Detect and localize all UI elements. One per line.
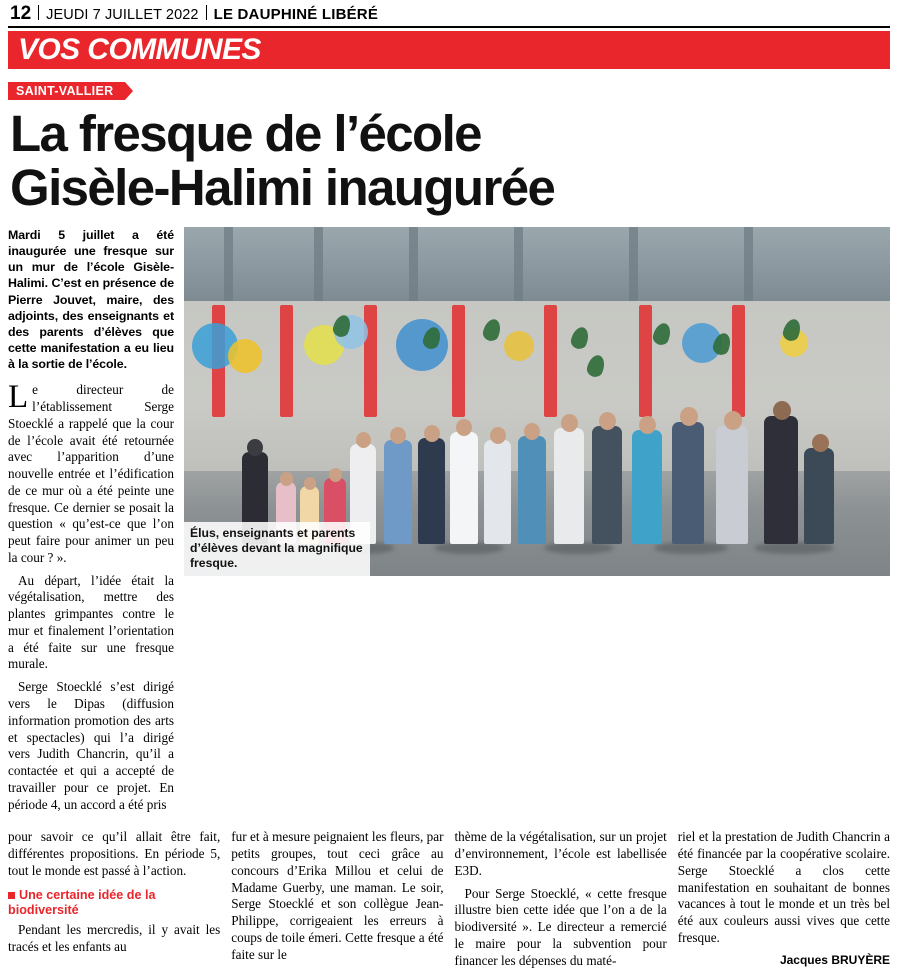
photo-beam <box>514 227 523 301</box>
photo-person-head <box>639 416 656 434</box>
paragraph-1-text: e directeur de l’établissement Serge Stoecklé a rappelé que la cour de l’école avait été retournée avec l’apparition d’une nouvelle entrée et l’édification de ce mur où a été peinte une fresque. Ce dernier se posait la question « qu’est-ce que l’on peut faire pour animer un peu la cour ? ». <box>8 382 174 565</box>
photo-person <box>632 430 662 544</box>
mural-circle <box>396 319 448 371</box>
mural-stripe <box>280 305 293 417</box>
paragraph-2: Au départ, l’idée était la végétalisation, mettre des plantes grimpantes contre le mur et finalement l’orientation a été faite sur une fresque murale. <box>8 572 174 672</box>
square-bullet-icon <box>8 892 15 899</box>
photo-person <box>804 448 834 544</box>
photo-person <box>764 416 798 544</box>
subheading-biodiversite <box>8 888 220 918</box>
photo-person-head <box>247 439 263 456</box>
photo-person-head <box>490 427 506 444</box>
mural-stripe <box>544 305 557 417</box>
lead-paragraph: Mardi 5 juillet a été inaugurée une fresque sur un mur de l’école Gisèle-Halimi. C’est en présence de Pierre Jouvet, maire, des adjoints, des enseignants et des parents d’élèves que cette manifestation a eu lieu à la sortie de l’école. <box>8 228 174 372</box>
photo-person <box>554 428 584 544</box>
photo-person-head <box>424 425 440 442</box>
page-number: 12 <box>10 3 32 24</box>
masthead-divider-2 <box>206 5 207 20</box>
mural-stripe <box>452 305 465 417</box>
lead-column <box>8 227 184 819</box>
photo-person <box>518 436 546 544</box>
photo-person-head <box>329 468 342 482</box>
photo-column <box>184 227 890 819</box>
article-body-top <box>8 227 890 819</box>
subheading-text: Une certaine idée de la biodiversité <box>8 887 156 917</box>
photo-person-head <box>304 477 316 490</box>
photo-person-head <box>280 472 293 486</box>
paragraph-6: fur et à mesure peignaient les fleurs, par petits groupes, tout ceci grâce au concours d’Erika Millou et celui de Madame Guerby, une maman. Le soir, Serge Stoecklé et son collègue Jean-Philippe, corrigeaient les erreurs à coups de toile émeri. Cette fresque a été faite sur le <box>231 829 444 962</box>
paragraph-4: pour savoir ce qu’il allait être fait, différentes propositions. En période 5, tout le monde est passé à l’action. <box>8 829 221 878</box>
photo-person-head <box>356 432 371 448</box>
photo-beam <box>409 227 418 301</box>
photo-person <box>672 422 704 544</box>
bottom-column-1 <box>8 829 220 975</box>
photo-beam <box>224 227 233 301</box>
photo-person <box>450 432 478 544</box>
photo-person <box>592 426 622 544</box>
photo-person <box>384 440 412 544</box>
bottom-column-4 <box>678 829 890 975</box>
commune-tag-row <box>8 82 890 100</box>
bottom-column-3 <box>455 829 667 975</box>
paragraph-7: thème de la végétalisation, sur un projet d’environnement, l’école est labellisée E3D. <box>454 829 667 878</box>
photo-person-head <box>680 407 698 426</box>
photo-person <box>716 426 748 544</box>
article-photo <box>184 227 890 576</box>
headline-line-2: Gisèle-Halimi inaugurée <box>10 158 555 216</box>
photo-person-head <box>456 419 472 436</box>
mural-circle <box>228 339 262 373</box>
drop-cap: L <box>8 379 29 416</box>
mural-stripe <box>639 305 652 417</box>
headline-line-1: La fresque de l’école <box>10 105 481 162</box>
paragraph-3: Serge Stoecklé s’est dirigé vers le Dipas (diffusion information promotion des arts et spectacles) qui l’a dirigé vers Judith Chancrin, qu’il a contactée et qui a accepté de travailler pour ce projet. En période 4, un accord a été pris <box>8 679 174 812</box>
masthead <box>8 0 890 28</box>
photo-caption: Élus, enseignants et parents d’élèves devant la magnifique fresque. <box>184 522 370 576</box>
paragraph-1 <box>8 379 174 566</box>
photo-beam <box>629 227 638 301</box>
photo-person-head <box>812 434 829 452</box>
article-body-bottom <box>8 829 890 975</box>
paragraph-8: Pour Serge Stoecklé, « cette fresque illustre bien cette idée que l’on a de la biodiversité ». Le directeur a remercié le maire pour la subvention pour financer les dépenses du maté- <box>454 885 667 968</box>
photo-person-head <box>773 401 791 420</box>
commune-tag: SAINT-VALLIER <box>8 82 125 100</box>
section-title: VOS COMMUNES <box>18 33 261 66</box>
photo-person-head <box>524 423 540 440</box>
photo-person-head <box>390 427 406 444</box>
photo-person-head <box>599 412 616 430</box>
page-title <box>10 107 890 214</box>
photo-person <box>484 440 511 544</box>
photo-person <box>418 438 445 544</box>
mural-circle <box>504 331 534 361</box>
publication-date: JEUDI 7 JUILLET 2022 <box>46 7 199 23</box>
photo-person-head <box>724 411 742 430</box>
byline: Jacques BRUYÈRE <box>779 952 890 967</box>
photo-beam <box>314 227 323 301</box>
photo-beam <box>744 227 753 301</box>
mural-stripe <box>732 305 745 417</box>
mural-stripe <box>364 305 377 417</box>
bottom-column-2 <box>231 829 443 975</box>
section-banner <box>8 31 890 69</box>
paragraph-5: Pendant les mercredis, il y avait les tracés et les enfants au <box>8 921 221 954</box>
photo-person-head <box>561 414 578 432</box>
masthead-divider <box>38 5 39 20</box>
paper-name: LE DAUPHINÉ LIBÉRÉ <box>213 6 379 23</box>
paragraph-9: riel et la prestation de Judith Chancrin a été financée par la coopérative scolaire. Serge Stoecklé a clos cette manifestation en souhaitant de bonnes vacances à tout le monde et un très bel été aux couleurs aussi vives que cette fresque. <box>677 829 890 945</box>
photo-ceiling <box>184 227 890 301</box>
